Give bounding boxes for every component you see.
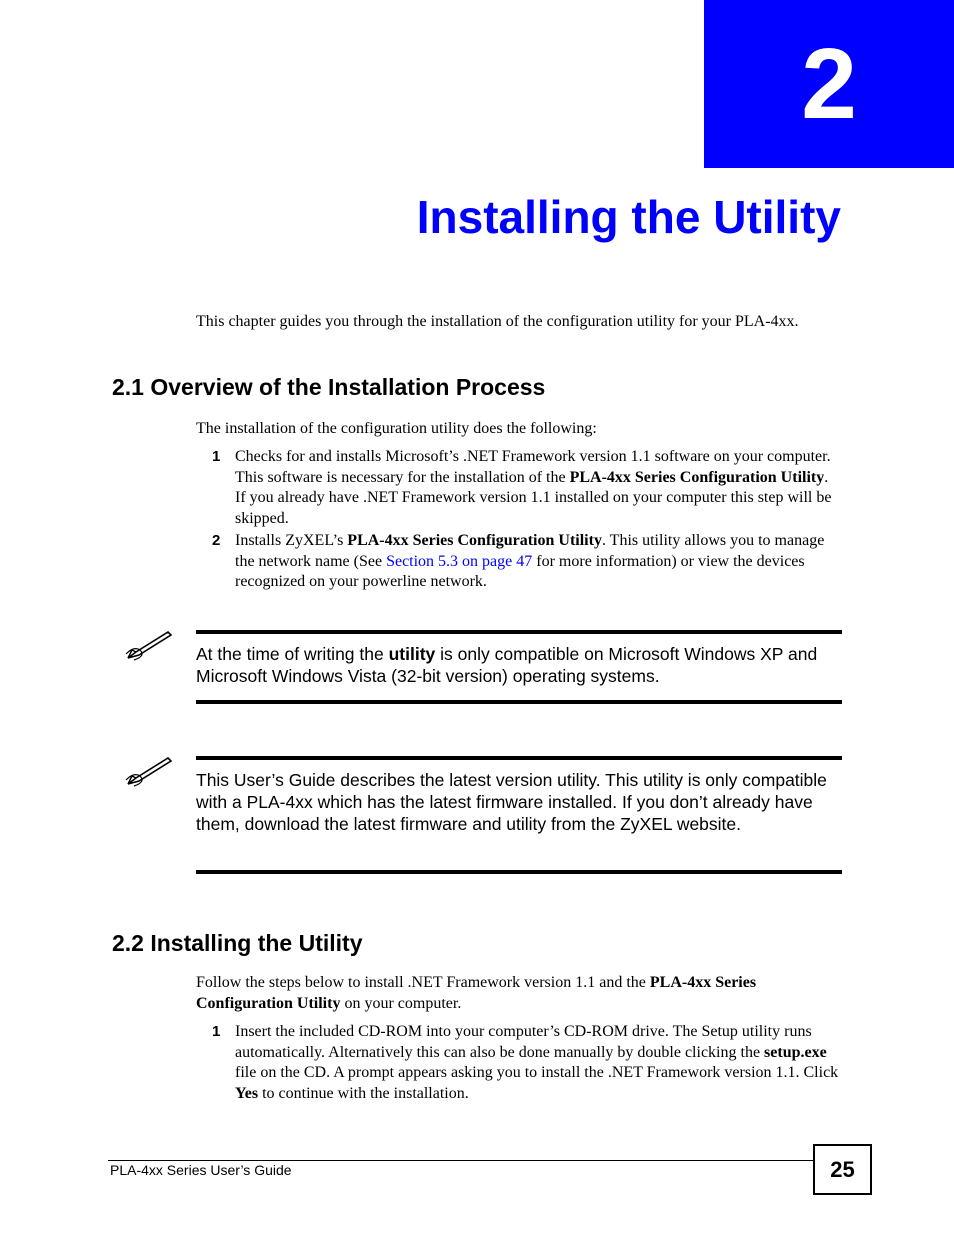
section-1-lead: The installation of the configuration utility does the following:	[196, 420, 597, 437]
section-2-lead: Follow the steps below to install .NET Framework version 1.1 and the PLA-4xx Series Configuration Utility on your computer.	[196, 974, 757, 1012]
step-number: 2	[212, 532, 221, 549]
chapter-number-box	[704, 0, 954, 168]
step-number: 1	[212, 448, 221, 465]
note-pencil-icon	[124, 628, 174, 664]
note-bottom-rule	[196, 870, 842, 874]
section-heading-2-1: 2.1 Overview of the Installation Process	[112, 374, 546, 400]
list-item	[196, 531, 842, 593]
step-text: Installs ZyXEL’s PLA-4xx Series Configuration Utility. This utility allows you to manage the network name (See Section 5.3 on page 47 for more information) or view the devices recognized on your powerline network.	[235, 532, 825, 590]
chapter-number: 2	[801, 28, 857, 140]
step-text: Insert the included CD-ROM into your computer’s CD-ROM drive. The Setup utility runs automatically. Alternatively this can also be done manually by double clicking the setup.exe file on the CD. A prompt appears asking you to install the .NET Framework version 1.1. Click Yes to continue with the installation.	[235, 1023, 839, 1102]
note-bottom-rule	[196, 700, 842, 704]
list-item	[196, 447, 842, 529]
note-pencil-icon	[124, 754, 174, 790]
footer-rule	[108, 1160, 814, 1161]
note-text: At the time of writing the utility is only compatible on Microsoft Windows XP and Microsoft Windows Vista (32-bit version) operating systems.	[196, 644, 818, 686]
section-link[interactable]: Section 5.3 on page 47	[386, 552, 533, 570]
step-number: 1	[212, 1023, 221, 1040]
section-heading-2-2: 2.2 Installing the Utility	[112, 930, 363, 956]
note-text: This User’s Guide describes the latest version utility. This utility is only compatible with a PLA-4xx which has the latest firmware installed. If you don’t already have them, download the latest firmware and utility from the ZyXEL website.	[196, 770, 827, 834]
note-top-rule	[196, 630, 842, 634]
list-item	[196, 1022, 842, 1104]
intro-paragraph: This chapter guides you through the installation of the configuration utility for your PLA-4xx.	[196, 313, 799, 330]
step-text: Checks for and installs Microsoft’s .NET Framework version 1.1 software on your computer. This software is necessary for the installation of the PLA-4xx Series Configuration Utility. If you already have .NET Framework version 1.1 installed on your computer this step will be skipped.	[235, 448, 832, 527]
chapter-title: Installing the Utility	[416, 191, 841, 243]
note-top-rule	[196, 756, 842, 760]
page-number: 25	[813, 1144, 872, 1195]
footer-guide-title: PLA-4xx Series User’s Guide	[110, 1162, 292, 1178]
